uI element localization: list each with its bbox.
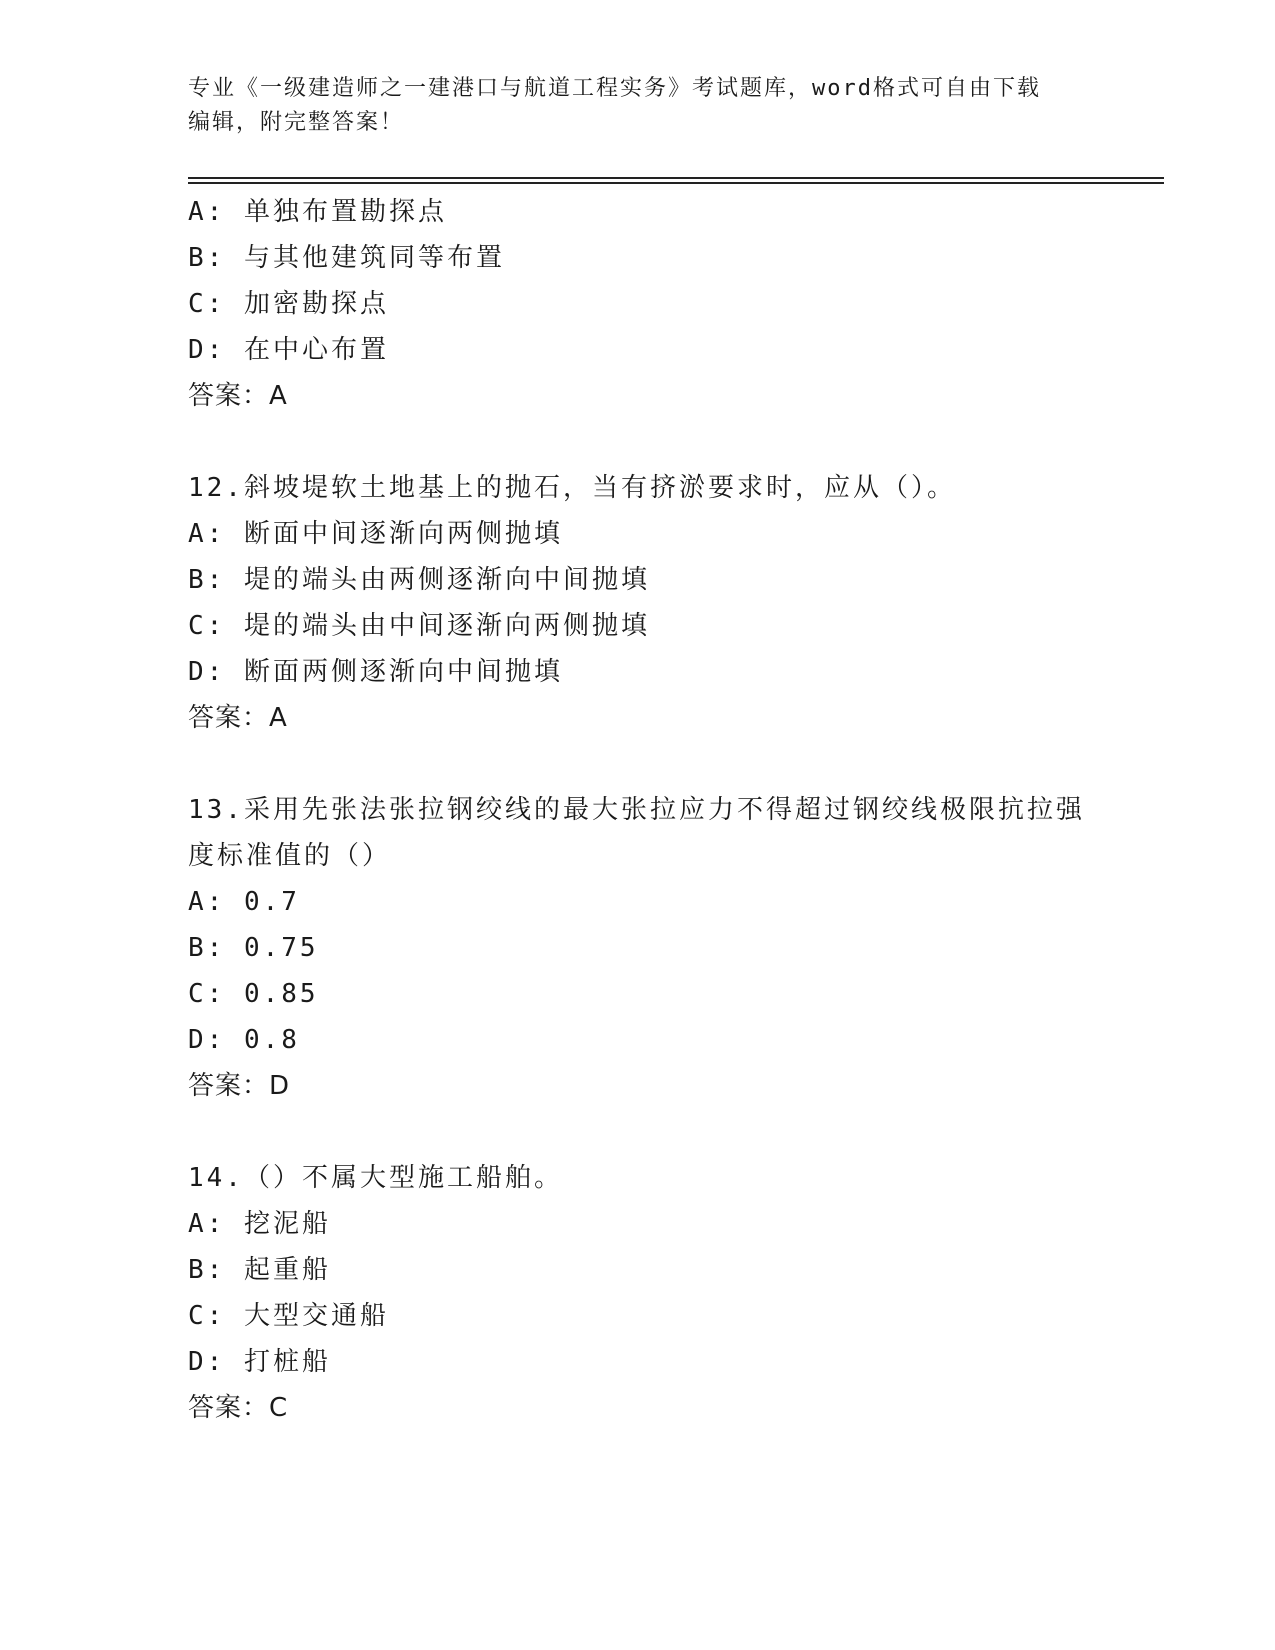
- option-a: A: 挖泥船: [188, 1209, 331, 1239]
- option-b: B: 起重船: [188, 1255, 331, 1285]
- option-c: C: 大型交通船: [188, 1301, 389, 1331]
- spacer: [188, 1109, 1148, 1155]
- header-line-2: 编辑，附完整答案！: [188, 110, 405, 135]
- header-divider-bottom: [188, 182, 1164, 184]
- header-divider-top: [188, 177, 1164, 179]
- header-line-1: 专业《一级建造师之一建港口与航道工程实务》考试题库，word格式可自由下载: [188, 76, 1041, 101]
- option-d: D: 断面两侧逐渐向中间抛填: [188, 657, 563, 687]
- question-block-11: [188, 189, 1148, 419]
- document-header: [188, 72, 1088, 140]
- option-c: C: 堤的端头由中间逐渐向两侧抛填: [188, 611, 650, 641]
- option-b: B: 0.75: [188, 933, 319, 963]
- question-block-14: [188, 1155, 1148, 1431]
- option-b: B: 堤的端头由两侧逐渐向中间抛填: [188, 565, 650, 595]
- option-a: A: 单独布置勘探点: [188, 197, 447, 227]
- question-text: 13.采用先张法张拉钢绞线的最大张拉应力不得超过钢绞线极限抗拉强度标准值的（）: [188, 795, 1085, 871]
- option-c: C: 加密勘探点: [188, 289, 389, 319]
- answer-text: 答案：A: [188, 381, 288, 411]
- option-d: D: 0.8: [188, 1025, 300, 1055]
- option-d: D: 打桩船: [188, 1347, 331, 1377]
- answer-text: 答案：C: [188, 1393, 289, 1423]
- option-a: A: 0.7: [188, 887, 300, 917]
- question-text: 14.（）不属大型施工船舶。: [188, 1163, 563, 1193]
- question-text: 12.斜坡堤软土地基上的抛石，当有挤淤要求时，应从（）。: [188, 473, 956, 503]
- question-block-12: [188, 465, 1148, 741]
- spacer: [188, 741, 1148, 787]
- question-block-13: [188, 787, 1148, 1109]
- option-c: C: 0.85: [188, 979, 319, 1009]
- option-a: A: 断面中间逐渐向两侧抛填: [188, 519, 563, 549]
- option-d: D: 在中心布置: [188, 335, 389, 365]
- question-list: [188, 189, 1148, 1431]
- spacer: [188, 419, 1148, 465]
- option-b: B: 与其他建筑同等布置: [188, 243, 505, 273]
- answer-text: 答案：A: [188, 703, 288, 733]
- answer-text: 答案：D: [188, 1071, 291, 1101]
